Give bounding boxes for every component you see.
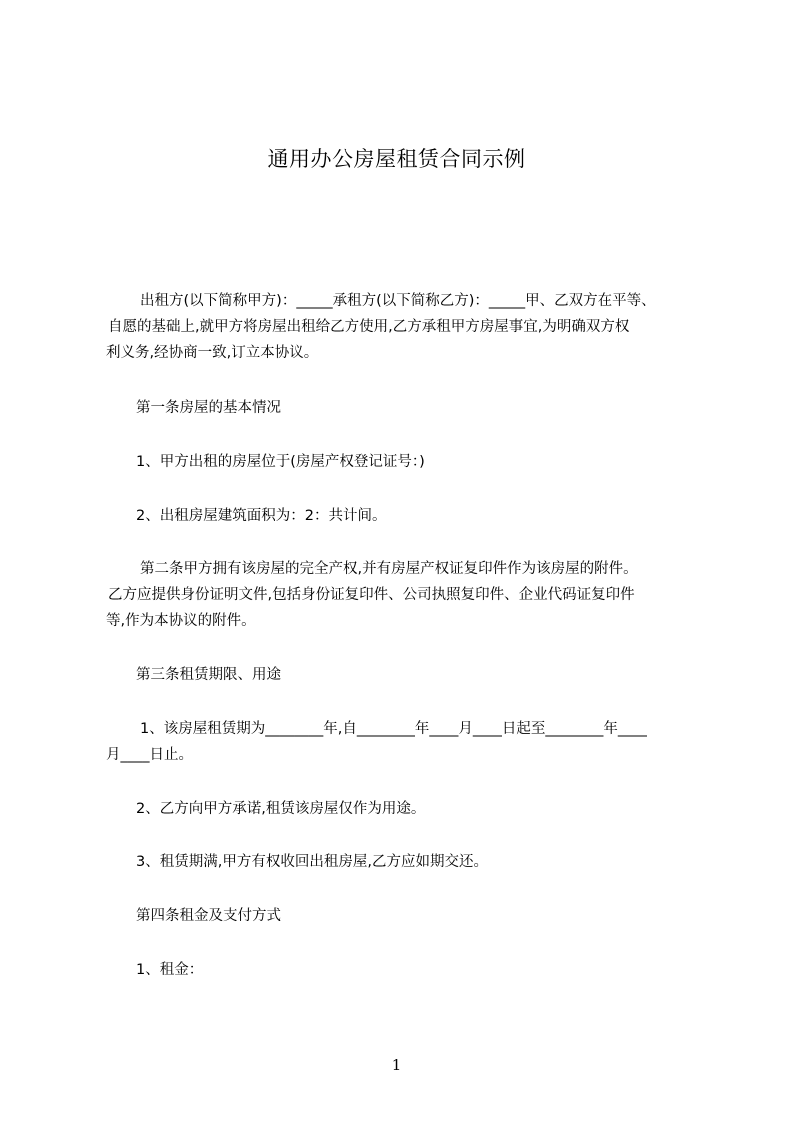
intro-line-1: 出租方(以下简称甲方)：_____承租方(以下简称乙方)：_____甲、乙双方在平等、 xyxy=(140,293,656,309)
intro-line-2: 自愿的基础上,就甲方将房屋出租给乙方使用,乙方承租甲方房屋事宜,为明确双方权 xyxy=(108,319,630,335)
article-3-item-1-line-1: 1、该房屋租赁期为________年,自________年____月____日起至________年____ xyxy=(140,721,647,737)
article-3-item-1-line-2: 月____日止。 xyxy=(106,747,193,763)
article-4-item-1: 1、租金： xyxy=(136,962,204,978)
page-number: 1 xyxy=(391,1056,402,1074)
article-3-item-2: 2、乙方向甲方承诺,租赁该房屋仅作为用途。 xyxy=(136,801,426,817)
article-1-heading: 第一条房屋的基本情况 xyxy=(136,400,281,416)
article-4-heading: 第四条租金及支付方式 xyxy=(136,908,281,924)
article-2-line-3: 等,作为本协议的附件。 xyxy=(106,613,256,629)
article-3-item-3: 3、租赁期满,甲方有权收回出租房屋,乙方应如期交还。 xyxy=(136,854,488,870)
article-3-heading: 第三条租赁期限、用途 xyxy=(136,667,281,683)
article-1-item-2: 2、出租房屋建筑面积为：2：共计间。 xyxy=(136,508,387,524)
article-1-item-1: 1、甲方出租的房屋位于(房屋产权登记证号：) xyxy=(136,454,425,470)
intro-line-3: 利义务,经协商一致,订立本协议。 xyxy=(106,345,319,361)
article-2-line-1: 第二条甲方拥有该房屋的完全产权,并有房屋产权证复印件作为该房屋的附件。 xyxy=(140,561,638,577)
document-title: 通用办公房屋租赁合同示例 xyxy=(267,147,526,171)
article-2-line-2: 乙方应提供身份证明文件,包括身份证复印件、公司执照复印件、企业代码证复印件 xyxy=(108,587,635,603)
